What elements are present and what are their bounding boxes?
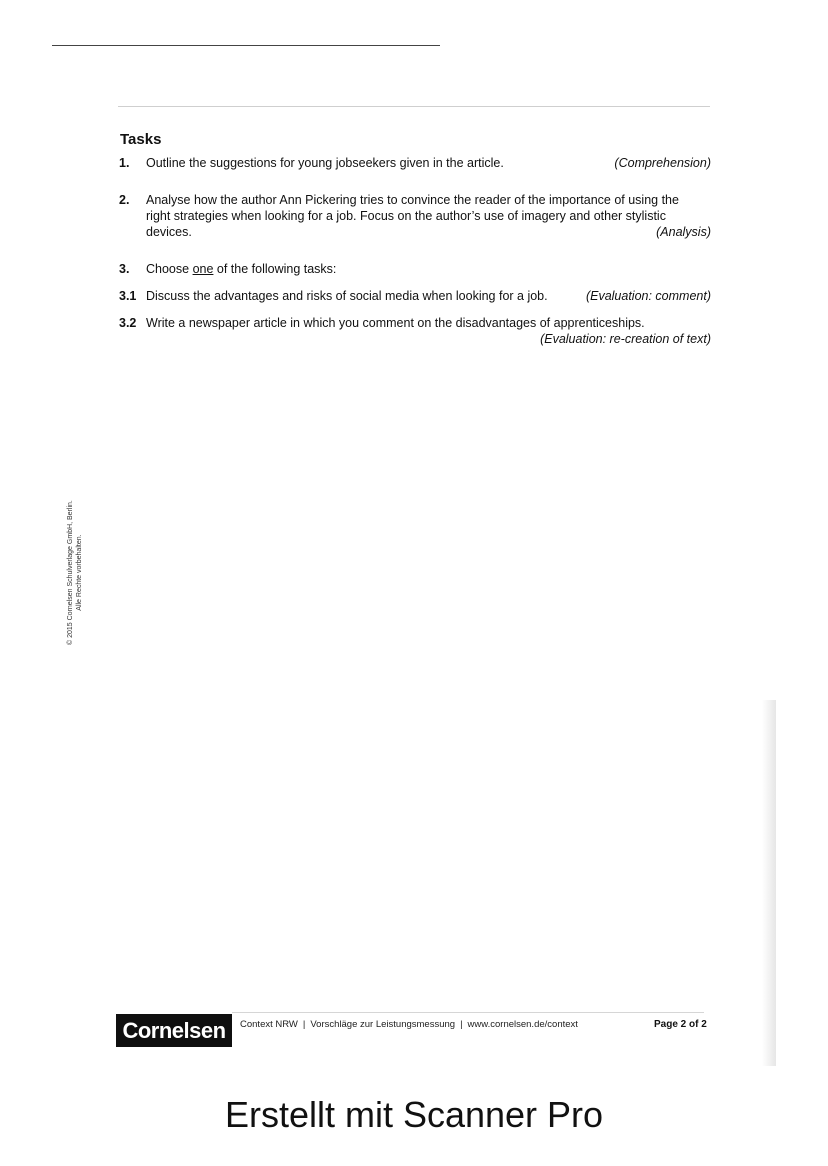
task-number: 3.1: [119, 289, 137, 303]
task-number: 2.: [119, 193, 130, 207]
task-3-2: [119, 315, 711, 347]
task-text-line: Analyse how the author Ann Pickering tries to convince the reader of the importance of using the: [146, 193, 679, 207]
task-category: (Analysis): [656, 225, 711, 239]
copyright-notice: © 2015 Cornelsen Schulverlage GmbH, Berlin. Alle Rechte vorbehalten.: [67, 500, 83, 645]
task-1: [119, 155, 711, 171]
page-edge-shadow: [762, 700, 776, 1066]
task-3-1: [119, 288, 711, 304]
top-rule: [52, 45, 440, 46]
task-text: Outline the suggestions for young jobseekers given in the article.: [146, 156, 504, 170]
tasks-section: [119, 132, 711, 368]
task-category: (Evaluation: comment): [585, 289, 711, 303]
scanner-watermark: Erstellt mit Scanner Pro: [224, 1094, 604, 1135]
page-number: Page 2 of 2: [654, 1019, 707, 1030]
footer-url: www.cornelsen.de/context: [467, 1019, 578, 1030]
task-3: 3. Choose one of the following tasks:: [119, 262, 337, 276]
footer-rule: [232, 1012, 704, 1013]
footer-text: Context NRW | Vorschläge zur Leistungsmessung | www.cornelsen.de/context: [240, 1019, 578, 1030]
task-2: [119, 192, 711, 240]
task-number: 1.: [119, 156, 130, 170]
task-text-line: (Analysis) devices.: [146, 225, 711, 239]
task-category: (Evaluation: re-creation of text): [540, 332, 711, 346]
task-text: Discuss the advantages and risks of social media when looking for a job.: [146, 289, 548, 303]
header-rule: [118, 106, 710, 107]
tasks-heading: Tasks: [120, 131, 162, 148]
task-number: 3.: [119, 262, 130, 276]
task-category: (Comprehension): [614, 156, 711, 170]
task-text-line: right strategies when looking for a job. Focus on the author’s use of imagery and other stylistic: [146, 209, 666, 223]
task-text: Write a newspaper article in which you comment on the disadvantages of apprenticeships.: [146, 316, 645, 330]
task-number: 3.2: [119, 316, 137, 330]
cornelsen-logo: Cornelsen: [116, 1014, 232, 1047]
underlined-word: one: [192, 262, 214, 276]
